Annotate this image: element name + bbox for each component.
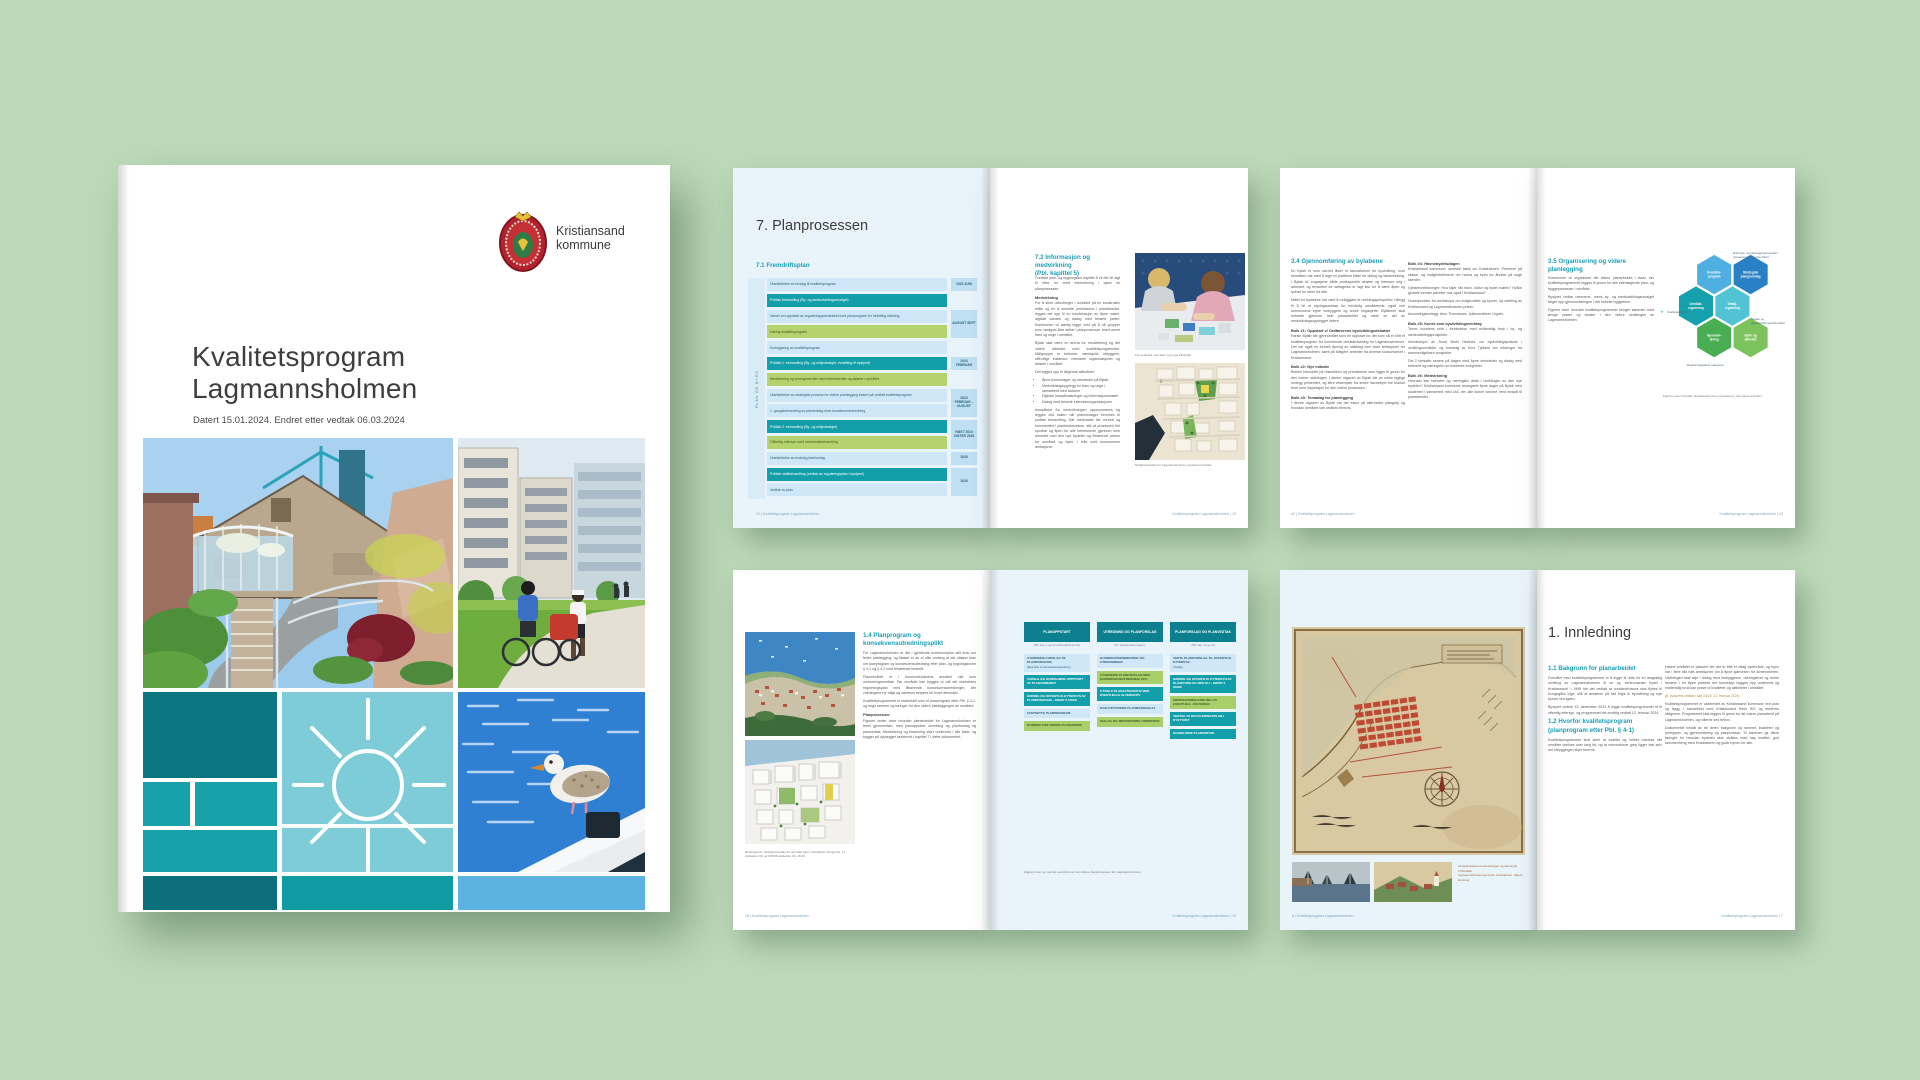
paragraph: Formålet med kvalitetsprogrammet er å legge til rette for en langsiktig utvikling av Lagmannsholmen til en ny, sentrumsnær bydel i Kristiansand. I 1999 ble det vedtatt at containerhavna skal flyttes til Kongsgård–Vige, slik at arealene på sikt frigis til byutvikling og nye byrom ved sjøen.	[1548, 676, 1662, 702]
subheading: 1.4 Planprogram og konsekvensutredningsplikt	[863, 632, 944, 648]
spread-planprosess	[733, 168, 1248, 528]
process-column-header: PLANFORSLAG OG PLANVEDTAK	[1170, 622, 1236, 642]
innledning-left-page	[1280, 570, 1537, 930]
organisering-right-page	[1537, 168, 1795, 528]
process-table	[1024, 622, 1236, 742]
paragraph: Havne-området er plassert der det er blitt et viktig byområde, og byen har i flere tiår hatt ambisjoner om å åpne sjøfronten for allmennheten. Utviklingen skal skje i dialog med innbyggerne, næringslivet og andre berørte, i en åpen prosess der kunnskap bygges opp underveis og midlertidig bruk kan prøve ut kvaliteter og aktiviteter i området.	[1665, 665, 1779, 691]
bullet-item: • Åpne kontordager og verksteder på Bylab	[1042, 378, 1120, 383]
historic-map-image	[1292, 627, 1525, 855]
cover-page	[118, 165, 670, 912]
timeline-row: Politisk sluttbehandling (vedtak av reguleringsplan i bystyret)	[767, 468, 947, 481]
timeline-date-badge: 2025	[951, 452, 977, 465]
process-column-header: PLANOPPSTART	[1024, 622, 1090, 642]
timeline-row: Medvirkning og arrangementer med interessenter og aktører i området	[767, 373, 947, 386]
innledning-col2	[1665, 665, 1779, 749]
logo-line1: Kristiansand	[556, 224, 625, 238]
paragraph: Gjesteforelesninger: Hva skjer når havn, kultur og bydel møtes? Hvilke globale trender påvirker oss også i Kristiansand?	[1408, 286, 1522, 296]
paragraph: Innspillene fra medvirkningen oppsummeres og legges ved saken når planforslaget fremmes til politisk behandling. Alle merknader blir vurdert og kommentert i planbeskrivelsen, slik at prosessen blir sporbar og åpen for alle interesserte gjennom hele arbeidet med den nye bydelen og tilhørende planer for området og byen, i tråd med kommunens ambisjoner.	[1035, 407, 1120, 449]
innledning-right-page	[1537, 570, 1795, 930]
logo-wordmark	[556, 225, 625, 253]
process-cell: HØRING OG OFFENTLIG ETTERSYN AV PLANFORSLAG MED KU – MINST 6 UKER	[1170, 675, 1236, 693]
illustration-caption: Illustrasjoner: Mulighetsstudie for sentrale havn. Kanalbyen Norge AS, LJ Arkitekter AS og SWMS arkitektur AS, 2016.	[745, 850, 846, 859]
paragraph: Planområdet er i kommuneplanens arealdel vist som omformingsområde. Før området kan bygges ut må det utarbeides reguleringsplan med tilhørende konsekvensutredninger, der virkningene for miljø og samfunn belyses for hvert alternativ.	[863, 674, 976, 695]
paragraph: For Lagmannsholmen er det i gjeldende kommuneplan stilt krav om felles planlegging, og tiltaket er av et slikt omfang at det utløser krav om planprogram og konsekvensutredning etter plan- og bygningsloven § 4-1 og § 4-2 med tilhørende forskrift.	[863, 651, 976, 672]
timeline-row: Utarbeidelse av strategisk prosess for videre planlegging basert på vedtatt kvalitetsprogram	[767, 389, 947, 402]
paragraph: I vedtatt plan- og bygningslov kapittel 5 vil det bli lagt til rette for bred medvirkning i løpet av planprosessen.	[1035, 276, 1120, 291]
process-cell-subtext: (Med krav om konsekvensutredning)	[1027, 665, 1071, 669]
cover-photo-cyclists	[458, 438, 645, 688]
timeline-row: Høring kvalitetsprogram	[767, 325, 947, 338]
process-cell: RAMMER FOR VIDERE PLANARBEID	[1024, 721, 1090, 731]
timeline-date-badge: 2023 JUNI	[951, 278, 977, 291]
process-column	[1024, 622, 1090, 742]
paragraph: Hovedpunkter fra workshops om boligkvalitet og byrom, og utdeling av Kristiansand og Lagmannsholmen-prisen.	[1408, 299, 1522, 309]
tile-sun	[282, 692, 453, 872]
tile-teal-wide	[195, 782, 277, 826]
timeline-date-badge: 2026	[951, 468, 977, 497]
paintings-caption	[1458, 864, 1524, 882]
paragraph: I denne utgaven av Bylab var det fokus på alternative plangrep og hvordan området kan utvikles trinnvis.	[1291, 401, 1405, 411]
reference-note: (jf. bystyrets vedtak i sak 14/24, 12. februar 2024)	[1665, 694, 1740, 699]
caption-line2: Lagmannsholmen ses foran Kvadraturen. Ukjent kunstner.	[1458, 873, 1523, 882]
planprosess-right-page	[990, 168, 1248, 528]
page-footer: Kvalitetsprogram Lagmannsholmen | 7	[1721, 914, 1783, 918]
process-cell: KUNNGJØRE PLANVEDTAK	[1170, 729, 1236, 739]
page-footer: Kvalitetsprogram Lagmannsholmen | 19	[1172, 914, 1236, 918]
paragraph: Figuren under viser hvordan planarbeidet for Lagmannsholmen er tenkt gjennomført, med planoppstart, utredning og planforslag og planvedtak. Medvirkning og forankring skjer underveis i alle faser, og bygger på opplegget beskrevet i kapittel 7 i dette dokumentet.	[863, 718, 976, 739]
process-cell: VEDTAK AV REGULERINGSPLAN I BYSTYRET	[1170, 712, 1236, 726]
strip-dark	[143, 876, 277, 910]
process-column	[1170, 622, 1236, 742]
timeline-date-badge: 2024 FEBRUAR –AUGUST	[951, 389, 977, 418]
subheading: Planprosesser	[863, 712, 890, 718]
section-3-5-heading: 3.5 Organisering og videre planlegging	[1548, 258, 1627, 274]
subheading: 1.1 Bakgrunn for planarbeidet	[1548, 665, 1636, 672]
heading-line2: (Pbl. kapittel 5)	[1035, 270, 1080, 278]
section-7-2-heading	[1035, 254, 1125, 278]
paragraph: Kvalitetsprogrammet er utarbeidet som et planprogram etter Pbl. § 4-1, og angir rammer og føringer for den videre planleggingen av området.	[863, 698, 976, 709]
paragraph: Del 2 fortsatte senere på dagen med åpne verksteder og dialog med beboere og næringsliv om konkrete muligheter.	[1408, 358, 1522, 369]
subheading: Bolk #2: Nye initiativ	[1291, 363, 1330, 369]
process-cell: FASTSETTE PLANPROGRAM	[1024, 709, 1090, 719]
process-column-header: UTREDNING OG PLANFORSLAG	[1097, 622, 1163, 642]
cover-spine	[118, 165, 134, 912]
paragraph: Kvalitetsprogrammet er utarbeidet av Kristiansand kommune ved plan og bygg, i samarbeid med Kristiansand Havn IKS og eksterne rådgivere. Programmet skal legges til grunn for alt videre planarbeid på Lagmannsholmen, og rulleres ved behov.	[1665, 701, 1779, 722]
svg-text:Gjennom-føring: Gjennom-føring	[1706, 333, 1722, 342]
tile-teal-small	[143, 782, 190, 826]
timeline-date-column	[951, 278, 977, 499]
process-cell: HØRING OG OFFENTLIG ETTERSYN AV PLANPROGRAM – MINST 6 UKER	[1024, 692, 1090, 706]
process-cell: MERKNADSBEHANDLING OG EVENTUELL JUSTERING	[1170, 696, 1236, 710]
bullet-item: • Medvirkningsopplegg for barn og unge i samarbeid med skolene	[1042, 384, 1120, 395]
process-table-caption: Figuren viser en samlet oversikt over den videre planprosessen for Lagmannsholmen.	[1024, 870, 1142, 874]
page-footer: Kvalitetsprogram Lagmannsholmen | 43	[1719, 512, 1783, 516]
process-column-subtext: (Pbl. kap. 4 og 12 med forskrift om KU)	[1033, 643, 1081, 647]
subheading: 3.4 Gjennomføring av bylabene	[1291, 258, 1383, 265]
process-cell: UTARBEIDE FORSLAG TIL PLANPROGRAM (Med krav om konsekvensutredning)	[1024, 654, 1090, 672]
cover-photo-stonehouse	[143, 438, 453, 688]
svg-text:Kvalitets-program: Kvalitets-program	[1707, 270, 1722, 279]
historic-painting-1	[1292, 862, 1370, 902]
subheading: Medvirkning	[1035, 294, 1058, 300]
section-7-1-heading: 7.1 Fremdriftsplan	[756, 262, 810, 269]
page-footer: 18 | Kvalitetsprogram Lagmannsholmen	[745, 914, 809, 918]
historic-painting-2	[1374, 862, 1452, 902]
tile-teal-full	[143, 830, 277, 872]
paragraph: Bystyret vedtar rammene, mens by- og stedsutviklingsutvalget følger opp gjennomføringen i det enkelte byggetrinn.	[1548, 294, 1654, 304]
cover-title-line2: Lagmannsholmen	[192, 373, 418, 405]
paragraph: Målet for bylabene har vært å muliggjøre et utviklingsperspektiv i tillegg til å bli et styringsverktøy for fremtidig områdebruk, også mot kommunens egne innbyggere og andre engasjerte. Bylabene skal fortsette gjennom hele planarbeidet og være en del av medvirkningsopplegget videre.	[1291, 298, 1405, 324]
paragraph: Kristiansand kommune: sentrale fakta om Kvadraturen. Premiere på skisse- og mulighetsfilmene om havna og byen for åholde på unge talenter.	[1408, 267, 1522, 283]
svg-text:Detalj-regulering: Detalj-regulering	[1724, 301, 1741, 311]
paragraph: Dokumentet består av tre deler: bakgrunn og rammer, kvaliteter og prinsipper, og gjennomføring og planprosess. Til sammen gir disse føringer for hvordan bydelen skal utvikles med høy kvalitet, god sammenheng med Kvadraturen og gode byrom for alle.	[1665, 725, 1779, 746]
planprogram-text-column	[863, 632, 976, 743]
compass-rose-icon	[1425, 772, 1459, 806]
process-cell: VEDTA PLANFORSLAG TIL OFFENTLIG ETTERSYN (Utvalg)	[1170, 654, 1236, 672]
timeline-side-strip	[748, 278, 765, 499]
svg-text:Strategiskplangrunnlag: Strategisk plangrunnlag	[1740, 270, 1761, 279]
photo-caption-2: Mulighetsstudie for Lagmannsholmen og havneområdet.	[1135, 463, 1213, 467]
paragraph: Første Bylab ble gjennomført som en oppstart for det som nå er blitt et kvalitetsprogram for kommende områdeutvikling for Lagmannsholmen. Det var også en formell åpning av utstilling som viste ambisjoner for Lagmannsholmen, samt på tidligere arbeider fra diverse konkurranser i Kristiansand.	[1291, 334, 1405, 360]
strip-lightblue	[458, 876, 645, 910]
timeline-row: Kunngjøring av kvalitetsprogram	[767, 341, 947, 354]
chapter-heading: 7. Planprosessen	[756, 218, 869, 234]
process-cell: UTARBEIDE PLANFORSLAG MED KONSEKVENSUTREDNING (KU)	[1097, 671, 1163, 685]
paragraph: Tema: kunstens rolle i forbindelse med midlertidig bruk i by- og stedsutviklingsprosjekter.	[1408, 327, 1522, 337]
organisering-text-column	[1548, 276, 1654, 326]
spread-planprogram	[733, 570, 1248, 930]
timeline-rows	[767, 278, 947, 499]
timeline-row: Vedtak av plan	[767, 483, 947, 496]
timeline-row: 1. gangsbehandling av planforslag med konsekvensutredning	[767, 404, 947, 417]
process-cell: KVALITETSSIKRE PLANMATERIALET	[1097, 704, 1163, 714]
svg-text:Byliv ogaktivitet: Byliv og aktivitet	[1744, 333, 1757, 342]
photo-caption-1: Fra verksted med barn og unge på Bylab.	[1135, 353, 1192, 357]
paragraph: For å sikre utfordringer i området på en konstruktiv måte og for å omsette premissene i planarbeidet, legges det opp til en kombinasjon av åpne møter, digitale kanaler og dialog med berørte parter. Kommunen vil særlig legge vekt på å nå grupper som vanligvis ikke deltar i planprosesser, blant annet barn og unge i området.	[1035, 301, 1120, 338]
planprosess-left-page	[733, 168, 990, 528]
paragraph: Kvalitetsprogrammet skal sikre at kvalitet og helhet ivaretas når området utvikles over lang tid, og at overordnede grep ligger fast selv om utbyggingen skjer trinnvis.	[1548, 737, 1662, 753]
photo-aerial-plan	[1135, 363, 1245, 460]
caption-line1: Christianssand med festningen og havna på 1700-tallet.	[1458, 864, 1517, 873]
page-footer: 6 | Kvalitetsprogram Lagmannsholmen	[1292, 914, 1354, 918]
process-cell: VARSLE OG KUNNGJØRE OPPSTART AV PLANARBEIDET	[1024, 675, 1090, 689]
timeline-row: Politisk behandling (By- og stedsutviklingsutvalget)	[767, 294, 947, 307]
hex-label-bottom: Reguleringsplaner etappevis	[1687, 363, 1724, 367]
process-cell: DIALOG OG MEDVIRKNING UNDERVEIS	[1097, 717, 1163, 727]
paragraph: En bylab er som navnet tilsier et laboratorium for byutvikling, hvor hensikten har vært å lage en plattform både for dialog og idéutveksling. I Bylab #1 engasjerte både profesjonelle aktører og beboere seg i arbeidet, og terskelen for deltagelse er lagt lavt for å være åpen og lydhør for ideer fra alle.	[1291, 269, 1405, 295]
heading-line1: 7.2 Informasjon og medvirkning	[1035, 254, 1091, 270]
bylab-col2	[1408, 258, 1522, 403]
bylab-col1	[1291, 258, 1405, 414]
strip-teal	[282, 876, 453, 910]
paragraph: Figuren viser hvordan kvalitetsprogrammet henger sammen med øvrige planer og avtaler i den videre utviklingen av Lagmannsholmen.	[1548, 307, 1654, 323]
paragraph: Avslutningsinnlegg: Arne Thomassen, fylkesordfører i Agder.	[1408, 312, 1504, 317]
paragraph: Bylab skal være en arena for medvirkning og det videre arbeidet med kvalitetsprogrammet. Målgrupper er beboere, næringsliv, utbyggere, offentlige instanser, relevante organisasjoner og aktører i området.	[1035, 341, 1120, 367]
cover-title	[192, 341, 417, 405]
timeline-row: Offentlig ettersyn med merknadsbehandling	[767, 436, 947, 449]
chapter-heading: 1. Innledning	[1548, 625, 1632, 641]
subheading: Bolk #5: Kunst som byutviklingsverktøy	[1408, 320, 1482, 326]
cover-date-line: Datert 15.01.2024. Endret etter vedtak 06.03.2024	[193, 415, 405, 426]
paragraph: Kommunen vil organisere det videre planarbeidet i faser, der kvalitetsprogrammet legges til grunn for alle etterfølgende plan- og byggeprosesser i området.	[1548, 276, 1654, 291]
medvirkning-text-column	[1035, 276, 1120, 453]
hex-diagram-caption: Figuren viser hvordan planarbeidet kan organiseres i det videre arbeidet.	[1663, 394, 1763, 398]
timeline-row: Utarbeidelse av forslag til kvalitetsprogram	[767, 278, 947, 291]
photo-coastal-aerial	[745, 632, 855, 736]
tile-dark-teal	[143, 692, 277, 778]
timeline-date-badge: AUGUST SEPT	[951, 310, 977, 339]
bullet-item: • Dialog med berørte interesseorganisasjoner	[1042, 400, 1120, 405]
logo-line2: kommune	[556, 237, 611, 252]
kristiansand-seal-icon	[498, 209, 548, 273]
svg-text:Område-regulering: Område-regulering	[1688, 301, 1704, 311]
hex-label-left: » Kvalitetsprogram	[1660, 309, 1689, 314]
subheading: Bolk #3: Temadag for planlegging	[1291, 394, 1354, 400]
bullet-list	[1035, 378, 1120, 405]
subheading: Bolk #6: Medvirkning	[1408, 372, 1448, 378]
planprogram-left-page	[733, 570, 990, 930]
process-column-subtext: (Iht. fastsatt planprogram)	[1114, 643, 1146, 647]
photo-3d-model	[745, 740, 855, 844]
timeline-row: Politisk 2. behandling (By- og miljøutvalget)	[767, 420, 947, 433]
subheading: Bolk #1: Oppstart v/ Ordførerens byutviklingsdebatter	[1291, 327, 1391, 333]
innledning-col1	[1548, 665, 1662, 756]
hex-label-top-right: Endrings- og planleggingsmetoden (prosessering på hele feltet)	[1733, 251, 1778, 259]
page-footer: Kvalitetsprogram Lagmannsholmen | 13	[1172, 512, 1236, 516]
paragraph: Det legges opp til følgende aktiviteter:	[1035, 370, 1096, 375]
page-footer: 12 | Kvalitetsprogram Lagmannsholmen	[756, 512, 820, 516]
side-label: PLAN OG BYGG	[754, 369, 759, 408]
paragraph: Hvordan kan beboere og næringsliv delta i utviklingen av den nye bydelen? Kristiansand kommune arrangerte åpne dager på Bylab med studenter i samarbeid med UiA, der alle kunne komme med innspill til planarbeidet.	[1408, 379, 1522, 399]
process-column	[1097, 622, 1163, 742]
spread-innledning	[1280, 570, 1795, 930]
hex-label-right: Avtaler og gjennomføringsvirkemidler	[1751, 317, 1785, 325]
process-column-subtext: (Pbl. kap. 12 og 14)	[1191, 643, 1215, 647]
planprogram-right-page	[990, 570, 1248, 930]
paragraph: Bolken fokuserte på historikken og premissene som ligger til grunn for den videre utviklingen. I denne utgaven av Bylab ble en rekke faglige innlegg presentert, og flere eksempler fra andre havnebyer ble trukket frem som inspirasjon for den videre prosessen.	[1291, 370, 1405, 391]
paragraph: Bystyret vedtok 13. desember 2023 å legge kvalitetsprogrammet ut til offentlig ettersyn, og programmet ble endelig vedtatt 12. februar 2024.	[1548, 705, 1662, 715]
timeline-date-badge: 2024 FEBRUAR	[951, 357, 977, 370]
timeline-date-badge: HØST 2024 VINTER 2025	[951, 420, 977, 449]
sun-icon	[282, 692, 453, 872]
cover-title-line1: Kvalitetsprogram	[192, 341, 406, 372]
page-footer: 42 | Kvalitetsprogram Lagmannsholmen	[1291, 512, 1355, 516]
timeline-row: Varsel om oppstart av reguleringsplanarbeid med planprogram for helhetlig utvikling	[767, 310, 947, 323]
process-cell: KUNNSKAPSINNHENTING OG UTREDNINGER	[1097, 654, 1163, 668]
bylab-left-page	[1280, 168, 1537, 528]
spread-bylab	[1280, 168, 1795, 528]
photo-bylab-workshop	[1135, 253, 1245, 350]
paragraph: Introduksjon av Anna Bodil Hestnes om byutviklingspraksis i utviklingsområder, og foredrag av Knut Tjelland om erfaringer fra sammenlignbare prosjekter.	[1408, 340, 1522, 356]
process-cell-subtext: (Utvalg)	[1173, 665, 1183, 669]
subheading: Bolk #4: Havnebydelsdagen	[1408, 261, 1460, 266]
chevron-right-icon: »	[1660, 309, 1663, 314]
timeline-row: Politisk 1. behandling (By- og miljøutvalget, innstilling til bystyret)	[767, 357, 947, 370]
process-cell: UTVIKLE PLANALTERNATIV MED EVENTUELLE ALTERNATIV	[1097, 687, 1163, 701]
cover-photo-seagull	[458, 692, 645, 872]
timeline-row: Utarbeidelse av endelig planforslag	[767, 452, 947, 465]
subheading: 1.2 Hvorfor kvalitetsprogram (planprogram etter Pbl. § 4-1)	[1548, 718, 1634, 734]
bullet-item: • Digitale innspillsløsninger og informasjonsmøter	[1042, 394, 1120, 399]
